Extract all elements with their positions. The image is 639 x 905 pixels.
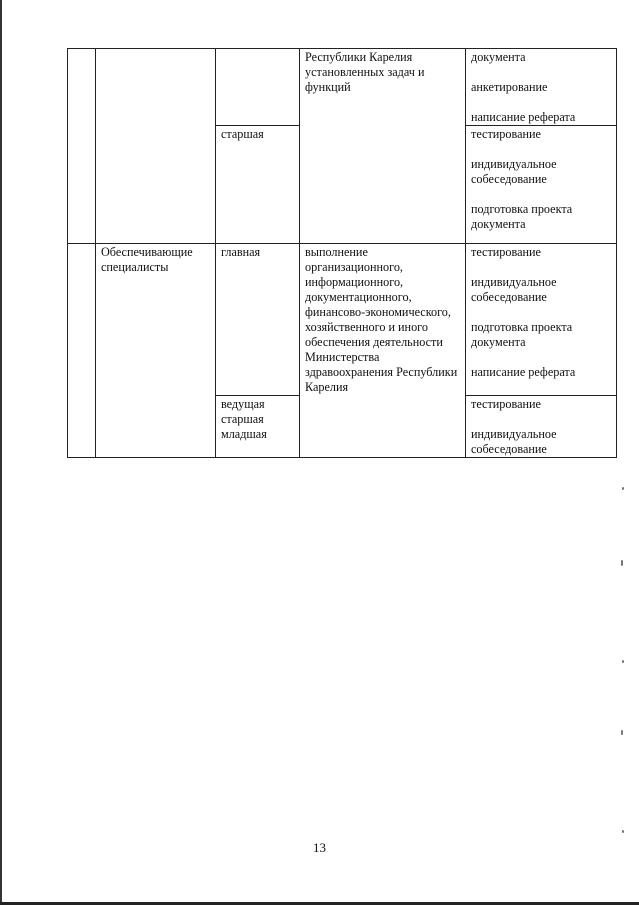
grade-cell <box>216 126 300 244</box>
method-item: тестирование <box>471 245 541 259</box>
method-item: подготовка проекта документа <box>471 202 573 231</box>
method-item: подготовка проекта документа <box>471 320 573 349</box>
method-item: индивидуальное собеседование <box>471 157 557 186</box>
methods-cell <box>466 244 617 396</box>
method-item: индивидуальное собеседование <box>471 275 557 304</box>
scan-speck <box>622 660 624 663</box>
method-item: документа <box>471 50 526 64</box>
description-cell <box>300 49 466 244</box>
category-cell <box>96 49 216 244</box>
method-item: написание реферата <box>471 365 576 379</box>
category-cell <box>96 244 216 458</box>
grade-text: главная <box>221 245 261 259</box>
scan-speck <box>621 560 623 566</box>
method-item: индивидуальное собеседование <box>471 427 557 456</box>
table-row <box>68 244 617 396</box>
grade-text: старшая <box>221 127 264 141</box>
grade-cell <box>216 244 300 396</box>
scan-speck <box>622 487 624 490</box>
methods-cell <box>466 49 617 126</box>
method-item: анкетирование <box>471 80 548 94</box>
number-cell <box>68 49 96 244</box>
method-item: написание реферата <box>471 110 576 124</box>
grade-cell <box>216 49 300 126</box>
grade-text: младшая <box>221 427 267 441</box>
method-item: тестирование <box>471 127 541 141</box>
grade-text: ведущая <box>221 397 265 411</box>
qualification-table <box>67 48 617 458</box>
table-row <box>68 49 617 126</box>
description-text: выполнение организационного, информационного, документационного, финансово-экономического, хозяйственного и иного обеспечения деятельности Министерства здравоохранения Республики Карелия <box>305 245 458 394</box>
methods-cell <box>466 396 617 458</box>
number-cell <box>68 244 96 458</box>
scan-speck <box>622 830 624 833</box>
method-item: тестирование <box>471 397 541 411</box>
grade-cell <box>216 396 300 458</box>
scan-speck <box>621 730 623 735</box>
description-cell <box>300 244 466 458</box>
description-text: Республики Карелия установленных задач и функций <box>305 50 425 94</box>
page-number: 13 <box>313 840 326 855</box>
methods-cell <box>466 126 617 244</box>
category-text: Обеспечивающие специалисты <box>101 245 193 274</box>
grade-text: старшая <box>221 412 264 426</box>
page-left-edge <box>0 0 2 905</box>
